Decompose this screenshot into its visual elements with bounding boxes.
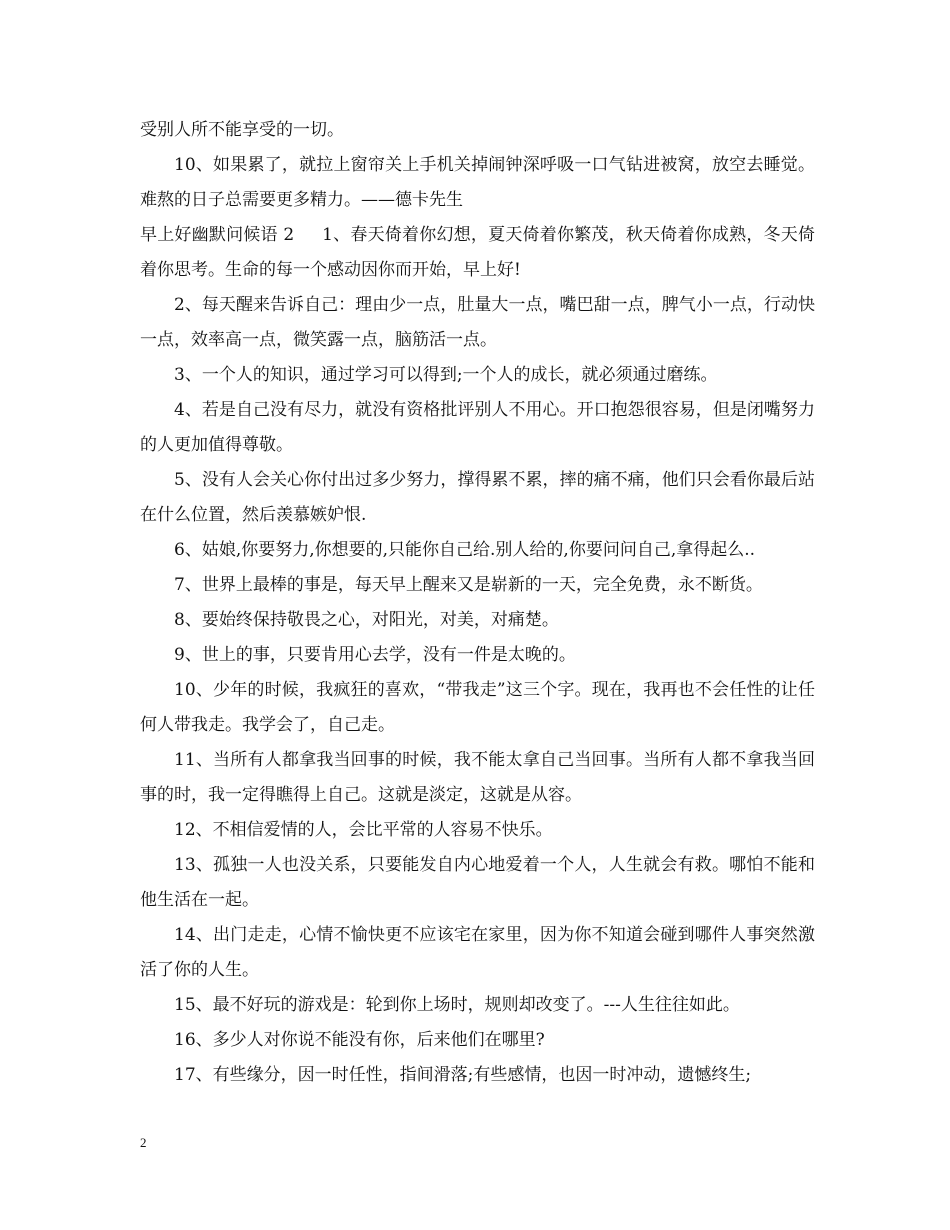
paragraph-5: 4、若是自己没有尽力，就没有资格批评别人不用心。开口抱怨很容易，但是闭嘴努力的人更加值得尊敬。 bbox=[140, 400, 815, 455]
section-heading: 早上好幽默问候语 2 bbox=[140, 225, 295, 245]
paragraph-7: 6、姑娘,你要努力,你想要的,只能你自己给.别人给的,你要问问自己,拿得起么.. bbox=[174, 540, 756, 560]
paragraph-14: 13、孤独一人也没关系，只要能发自内心地爱着一个人，人生就会有救。哪怕不能和他生活在一起。 bbox=[140, 855, 815, 910]
paragraph-16: 15、最不好玩的游戏是：轮到你上场时，规则却改变了。---人生往往如此。 bbox=[174, 995, 740, 1015]
paragraph-18: 17、有些缘分，因一时任性，指间滑落;有些感情，也因一时冲动，遗憾终生; bbox=[174, 1065, 752, 1085]
page-number: 2 bbox=[140, 1135, 147, 1150]
paragraph-2 bbox=[140, 218, 815, 288]
paragraph-12: 11、当所有人都拿我当回事的时候，我不能太拿自己当回事。当所有人都不拿我当回事的时，我一定得瞧得上自己。这就是淡定，这就是从容。 bbox=[140, 750, 815, 805]
paragraph-0: 受别人所不能享受的一切。 bbox=[140, 120, 344, 140]
paragraph-11: 10、少年的时候，我疯狂的喜欢，“带我走”这三个字。现在，我再也不会任性的让任何人带我走。我学会了，自己走。 bbox=[140, 680, 815, 735]
paragraph-13: 12、不相信爱情的人，会比平常的人容易不快乐。 bbox=[174, 820, 553, 840]
paragraph-17: 16、多少人对你说不能没有你，后来他们在哪里? bbox=[174, 1030, 545, 1050]
paragraph-10: 9、世上的事，只要肯用心去学，没有一件是太晚的。 bbox=[174, 645, 576, 665]
paragraph-15: 14、出门走走，心情不愉快更不应该宅在家里，因为你不知道会碰到哪件人事突然激活了你的人生。 bbox=[140, 925, 815, 980]
paragraph-3: 2、每天醒来告诉自己：理由少一点，肚量大一点，嘴巴甜一点，脾气小一点，行动快一点，效率高一点，微笑露一点，脑筋活一点。 bbox=[140, 295, 815, 350]
paragraph-2-text: 1、春天倚着你幻想，夏天倚着你繁茂，秋天倚着你成熟，冬天倚着你思考。生命的每一个感动因你而开始，早上好! bbox=[140, 225, 815, 280]
paragraph-8: 7、世界上最棒的事是，每天早上醒来又是崭新的一天，完全免费，永不断货。 bbox=[174, 575, 763, 595]
paragraph-6: 5、没有人会关心你付出过多少努力，撑得累不累，摔的痛不痛，他们只会看你最后站在什么位置，然后羡慕嫉妒恨. bbox=[140, 470, 815, 525]
paragraph-1: 10、如果累了，就拉上窗帘关上手机关掉闹钟深呼吸一口气钻进被窝，放空去睡觉。难熬的日子总需要更多精力。——德卡先生 bbox=[140, 155, 815, 210]
paragraph-9: 8、要始终保持敬畏之心，对阳光，对美，对痛楚。 bbox=[174, 610, 559, 630]
paragraph-4: 3、一个人的知识，通过学习可以得到;一个人的成长，就必须通过磨练。 bbox=[174, 365, 718, 385]
document-body bbox=[140, 113, 815, 1093]
